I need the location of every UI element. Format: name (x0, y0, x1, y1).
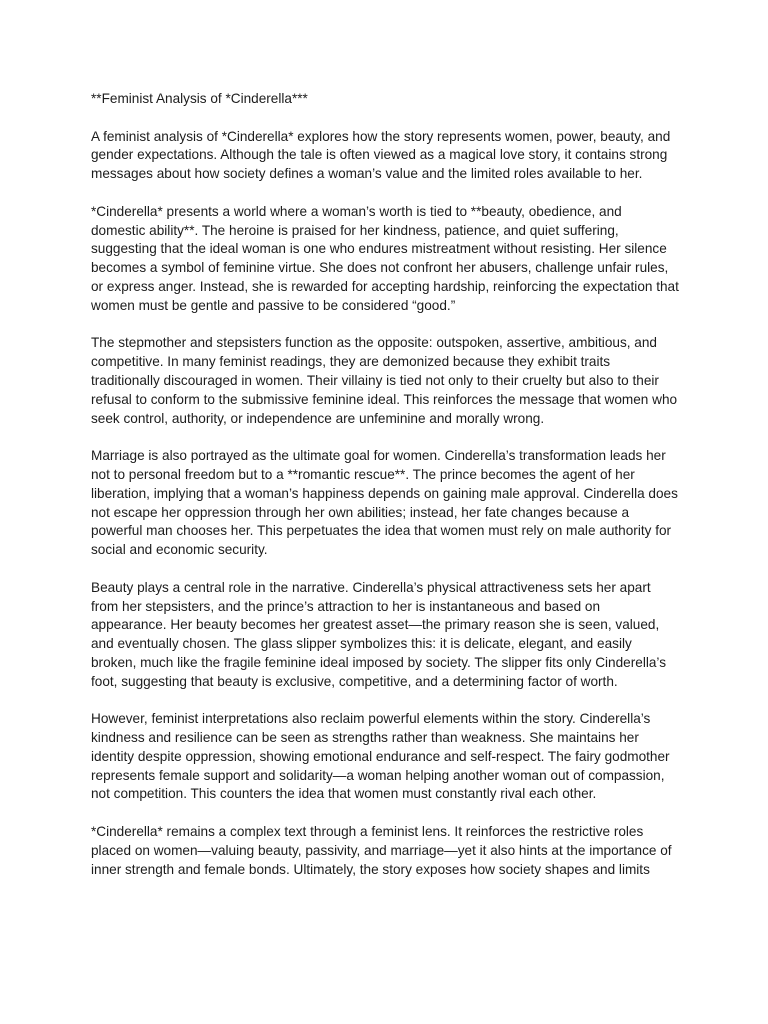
paragraph-conclusion: *Cinderella* remains a complex text through a feminist lens. It reinforces the restrictive roles placed on women—valuing beauty, passivity, and marriage—yet it also hints at the importance of inner strength and female bonds. Ultimately, the story exposes how society shapes and limits (91, 824, 672, 877)
paragraph-intro: A feminist analysis of *Cinderella* explores how the story represents women, power, beauty, and gender expectations. Although the tale is often viewed as a magical love story, it contains strong messages about how society defines a woman’s value and the limited roles available to her. (91, 128, 671, 182)
paragraph-marriage: Marriage is also portrayed as the ultimate goal for women. Cinderella’s transformation leads her not to personal freedom but to a **romantic rescue**. The prince becomes the agent of her liberation, implying that a woman’s happiness depends on gaining male approval. Cinderella does not escape her oppression through her own abilities; instead, her fate changes because a powerful man chooses her. This perpetuates the idea that women must rely on male authority for social and economic security. (91, 448, 678, 558)
paragraph-feminine-virtue: *Cinderella* presents a world where a woman’s worth is tied to **beauty, obedience, and domestic ability**. The heroine is praised for her kindness, patience, and quiet suffering, suggesting that the ideal woman is one who endures mistreatment without resisting. Her silence becomes a symbol of feminine virtue. She does not confront her abusers, challenge unfair rules, or express anger. Instead, she is rewarded for accepting hardship, reinforcing the expectation that women must be gentle and passive to be considered “good.” (91, 203, 679, 313)
paragraph-stepmother: The stepmother and stepsisters function as the opposite: outspoken, assertive, ambitious, and competitive. In many feminist readings, they are demonized because they exhibit traits traditionally discouraged in women. Their villainy is tied not only to their cruelty but also to their refusal to conform to the submissive feminine ideal. This reinforces the message that women who seek control, authority, or independence are unfeminine and morally wrong. (91, 335, 678, 426)
document-title: **Feminist Analysis of *Cinderella*** (91, 91, 308, 106)
document-body (91, 90, 679, 898)
paragraph-reclaim: However, feminist interpretations also reclaim powerful elements within the story. Cinderella’s kindness and resilience can be seen as strengths rather than weakness. She maintains her identity despite oppression, showing emotional endurance and self-respect. The fairy godmother represents female support and solidarity—a woman helping another woman out of compassion, not competition. This counters the idea that women must constantly rival each other. (91, 711, 670, 802)
paragraph-beauty: Beauty plays a central role in the narrative. Cinderella’s physical attractiveness sets her apart from her stepsisters, and the prince’s attraction to her is instantaneous and based on appearance. Her beauty becomes her greatest asset—the primary reason she is seen, valued, and eventually chosen. The glass slipper symbolizes this: it is delicate, elegant, and easily broken, much like the fragile feminine ideal imposed by society. The slipper fits only Cinderella’s foot, suggesting that beauty is exclusive, competitive, and a determining factor of worth. (91, 579, 666, 689)
